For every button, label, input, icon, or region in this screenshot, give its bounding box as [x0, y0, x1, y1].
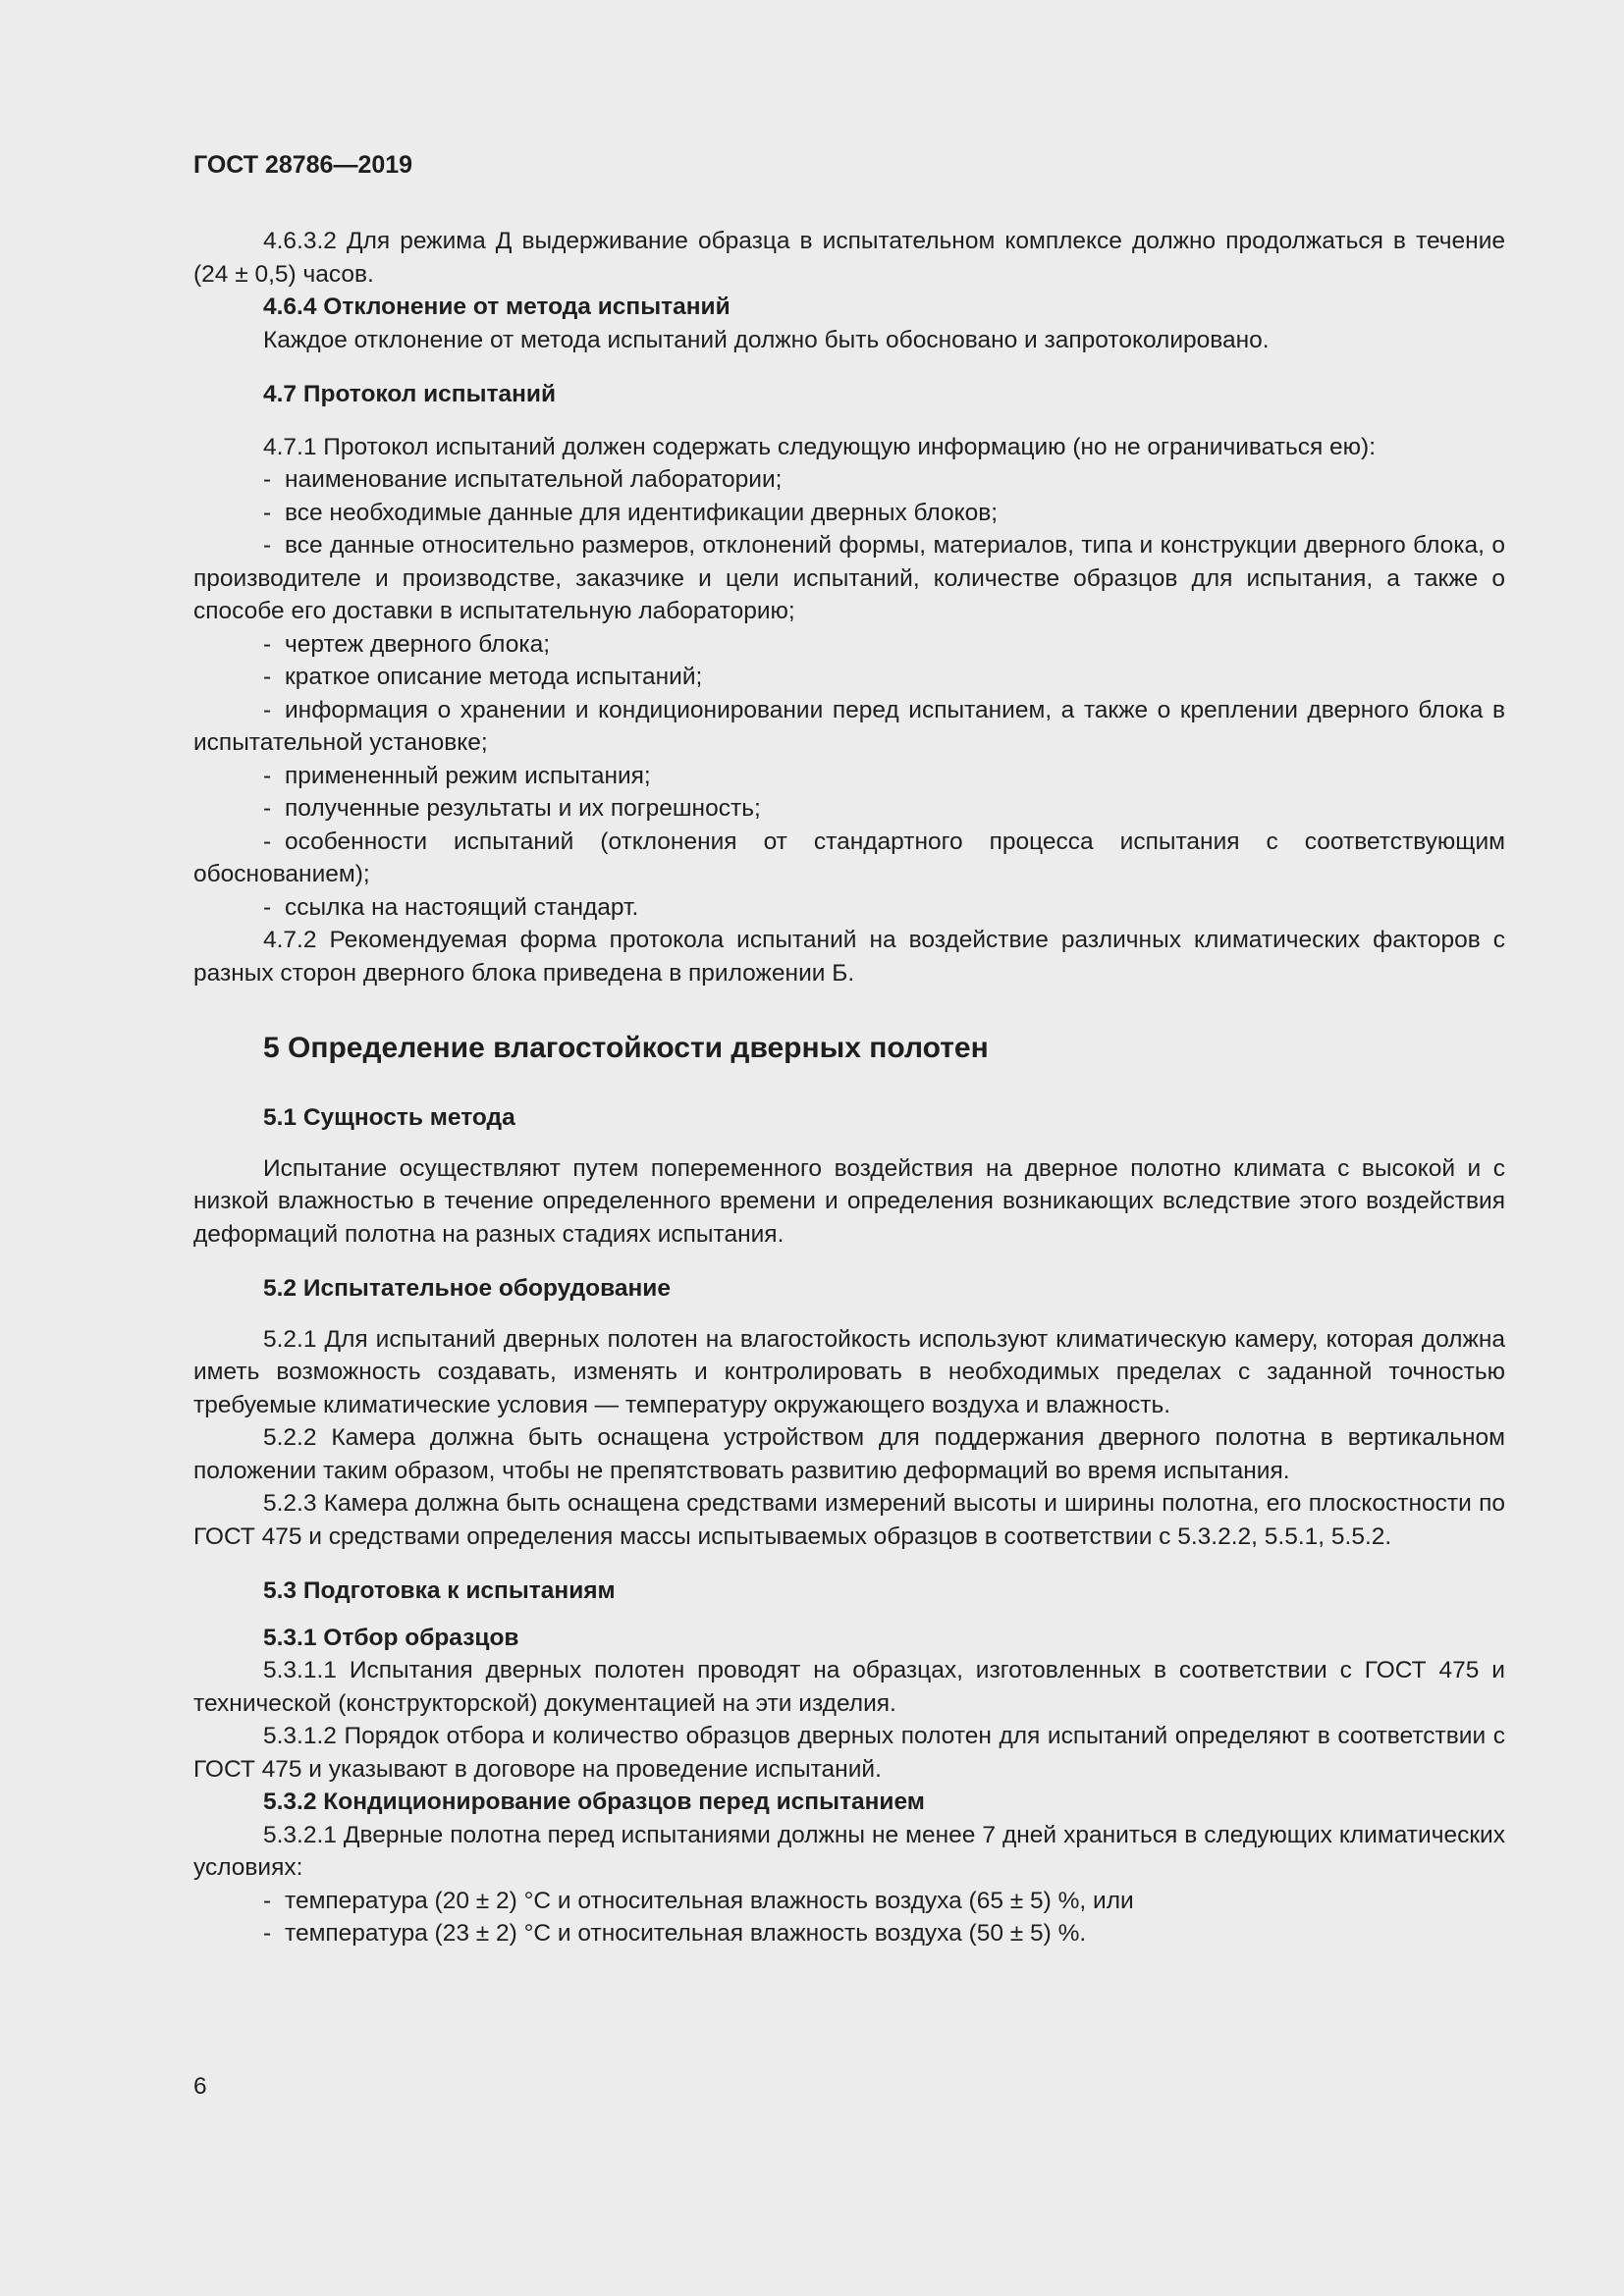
document-header: ГОСТ 28786—2019 — [193, 151, 413, 179]
paragraph-4-6-4: Каждое отклонение от метода испытаний должно быть обосновано и запротоколировано. — [263, 326, 1270, 353]
paragraph-4-7-1: 4.7.1 Протокол испытаний должен содержать следующую информацию (но не ограничиваться ею): — [263, 433, 1377, 460]
list-item: - все необходимые данные для идентификации дверных блоков; — [263, 499, 999, 526]
heading-5-1: 5.1 Сущность метода — [263, 1104, 515, 1131]
page-number: 6 — [193, 2073, 207, 2100]
list-item: - температура (23 ± 2) °С и относительная влажность воздуха (50 ± 5) %. — [263, 1920, 1087, 1947]
heading-5-3-1: 5.3.1 Отбор образцов — [263, 1624, 519, 1651]
list-item: - температура (20 ± 2) °С и относительная влажность воздуха (65 ± 5) %, или — [263, 1887, 1134, 1914]
heading-4-7: 4.7 Протокол испытаний — [263, 381, 557, 407]
document-body — [193, 225, 1505, 1950]
heading-5-2: 5.2 Испытательное оборудование — [263, 1275, 671, 1302]
list-item: - информация о хранении и кондиционировании перед испытанием, а также о креплении дверного блока в испытательной установке; — [193, 696, 1505, 756]
paragraph-5-3-1-2: 5.3.1.2 Порядок отбора и количество образцов дверных полотен для испытаний определяют в соответствии с ГОСТ 475 и указывают в договоре на проведение испытаний. — [193, 1723, 1505, 1783]
section-5-title: 5 Определение влагостойкости дверных полотен — [263, 1032, 989, 1064]
list-item: - примененный режим испытания; — [263, 762, 651, 789]
paragraph-5-3-2-1: 5.3.2.1 Дверные полотна перед испытаниями должны не менее 7 дней храниться в следующих климатических условиях: — [193, 1821, 1505, 1881]
heading-4-6-4: 4.6.4 Отклонение от метода испытаний — [263, 294, 731, 320]
paragraph-4-7-2: 4.7.2 Рекомендуемая форма протокола испытаний на воздействие различных климатических факторов с разных сторон дверного блока приведена в приложении Б. — [193, 927, 1505, 987]
heading-5-3: 5.3 Подготовка к испытаниям — [263, 1577, 616, 1604]
list-item: - краткое описание метода испытаний; — [263, 664, 703, 690]
paragraph-4-6-3-2: 4.6.3.2 Для режима Д выдерживание образца в испытательном комплексе должно продолжаться в течение (24 ± 0,5) часов. — [193, 228, 1505, 288]
paragraph-5-2-3: 5.2.3 Камера должна быть оснащена средствами измерений высоты и ширины полотна, его плоскостности по ГОСТ 475 и средствами определения массы испытываемых образцов в соответствии с 5.3.2.2, 5.5.1, 5.5.2. — [193, 1490, 1505, 1550]
paragraph-5-3-1-1: 5.3.1.1 Испытания дверных полотен проводят на образцах, изготовленных в соответствии с ГОСТ 475 и технической (конструкторской) документацией на эти изделия. — [193, 1657, 1505, 1717]
list-item: - ссылка на настоящий стандарт. — [263, 893, 639, 921]
list-item: - особенности испытаний (отклонения от стандартного процесса испытания с соответствующим обоснованием); — [193, 828, 1505, 887]
list-item: - все данные относительно размеров, отклонений формы, материалов, типа и конструкции дверного блока, о производителе и производстве, заказчике и цели испытаний, количестве образцов для испытания, а также о способе его доставки в испытательную лабораторию; — [193, 532, 1505, 624]
paragraph-5-1: Испытание осуществляют путем попеременного воздействия на дверное полотно климата с высокой и с низкой влажностью в течение определенного времени и определения возникающих вследствие этого воздействия деформаций полотна на разных стадиях испытания. — [193, 1154, 1505, 1248]
list-item: - чертеж дверного блока; — [263, 630, 551, 658]
paragraph-5-2-2: 5.2.2 Камера должна быть оснащена устройством для поддержания дверного полотна в вертикальном положении таким образом, чтобы не препятствовать развитию деформаций во время испытания. — [193, 1424, 1505, 1484]
list-item: - наименование испытательной лаборатории; — [263, 466, 783, 493]
paragraph-5-2-1: 5.2.1 Для испытаний дверных полотен на влагостойкость используют климатическую камеру, которая должна иметь возможность создавать, изменять и контролировать в необходимых пределах с заданной точностью требуемые климатические условия — температуру окружающего воздуха и влажность. — [193, 1325, 1505, 1418]
list-item: - полученные результаты и их погрешность; — [263, 795, 761, 822]
heading-5-3-2: 5.3.2 Кондиционирование образцов перед испытанием — [263, 1789, 925, 1815]
